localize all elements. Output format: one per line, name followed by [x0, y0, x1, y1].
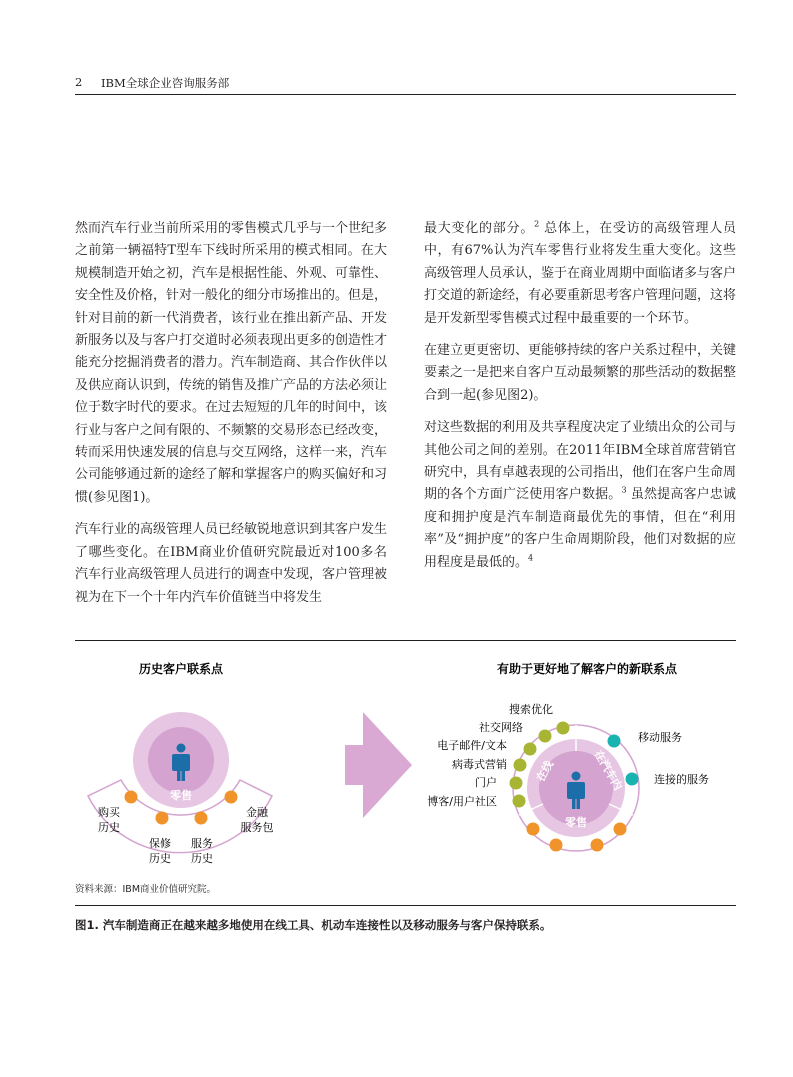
retail-dot-3: [591, 839, 604, 852]
social-label: 社交网络: [479, 721, 523, 734]
figure-1-diagram: [0, 640, 793, 880]
left-column: [75, 218, 387, 619]
search-label: 搜索优化: [509, 703, 553, 716]
figure-caption: 图1. 汽车制造商正在越来越多地使用在线工具、机动车连接性以及移动服务与客户保持联系。: [75, 918, 552, 932]
portal-label: 门户: [475, 776, 497, 789]
finance-label: 金融服务包: [240, 806, 274, 834]
in-car-label: 在汽车内: [591, 747, 625, 793]
purchase-history-dot: [125, 791, 138, 804]
page-number: 2: [75, 75, 83, 89]
blog-label: 博客/用户社区: [427, 795, 497, 808]
viral-dot: [514, 759, 527, 772]
purchase-history-label: 购买历史: [98, 806, 120, 834]
retail-dot-2: [550, 839, 563, 852]
social-dot: [539, 730, 552, 743]
right-retail-label: 零售: [565, 816, 587, 829]
left-figure-title: 历史客户联系点: [138, 662, 224, 676]
search-dot: [557, 722, 570, 735]
right-paragraph-1: 最大变化的部分。$^2$ 总体上，在受访的高级管理人员中，有67%认为汽车零售行业将发生重大变化。这些高级管理人员承认，鉴于在商业周期中面临诸多与客户打交道的新途经，有必要重新思考客户管理问题，这将是开发新型零售模式过程中最重要的一个环节。: [424, 219, 737, 326]
footnote-ref: 2: [534, 219, 540, 229]
right-paragraph-3: 对这些数据的利用及共享程度决定了业绩出众的公司与其他公司之间的差别。在2011年IBM全球首席营销官研究中，具有卓越表现的公司指出，他们在客户生命周期的各个方面广泛使用客户数据。$^3$ 虽然提高客户忠诚度和拥护度是汽车制造商最优先的事情，但在“利用率”及“拥护度”的客户生命周期阶段，他们对数据的应用程度是最低的。$^4$: [424, 420, 737, 570]
viral-label: 病毒式营销: [452, 758, 507, 771]
blog-dot: [513, 795, 526, 808]
header-title: IBM全球企业咨询服务部: [101, 76, 230, 90]
connected-label: 连接的服务: [654, 773, 709, 786]
right-column: [424, 218, 736, 584]
email-label: 电子邮件/文本: [437, 739, 507, 752]
right-figure-title: 有助于更好地了解客户的新联系点: [496, 662, 678, 676]
connected-dot: [626, 773, 639, 786]
warranty-history-label: 保修历史: [149, 837, 171, 865]
service-history-dot: [195, 812, 208, 825]
left-paragraph-1: 然而汽车行业当前所采用的零售模式几乎与一个世纪多之前第一辆福特T型车下线时所采用的模式相同。在大规模制造开始之初，汽车是根据性能、外观、可靠性、安全性及价格，针对一般化的细分市场推出的。但是，针对目前的新一代消费者，该行业在推出新产品、开发新服务以及与客户打交道时必须表现出更多的创造性才能充分挖掘消费者的潜力。汽车制造商、其合作伙伴以及供应商认识到，传统的销售及推广产品的方法必须让位于数字时代的要求。在过去短短的几年的时间中，该行业与客户之间有限的、不频繁的交易形态已经改变，转而采用快速发展的信息与交互网络，这样一来，汽车公司能够通过新的途经了解和掌握客户的购买偏好和习惯(参见图1)。: [75, 221, 388, 505]
retail-dot-1: [527, 823, 540, 836]
footnote-ref: 4: [528, 553, 534, 563]
online-label: 在线: [533, 758, 557, 785]
warranty-history-dot: [156, 812, 169, 825]
right-paragraph-2: 在建立更更密切、更能够持续的客户关系过程中，关键要素之一是把来自客户互动最频繁的那些活动的数据整合到一起(参见图2)。: [424, 343, 737, 403]
service-history-label: 服务历史: [191, 837, 213, 865]
mobile-dot: [608, 735, 621, 748]
figure-bottom-rule: [75, 905, 736, 906]
email-dot: [524, 743, 537, 756]
transition-arrow: [345, 712, 412, 818]
footnote-ref: 3: [621, 486, 627, 496]
page-header: [75, 72, 736, 95]
figure-source: 资料来源：IBM商业价值研究院。: [75, 884, 217, 895]
left-retail-label: 零售: [170, 789, 192, 802]
left-paragraph-2: 汽车行业的高级管理人员已经敏锐地意识到其客户发生了哪些变化。在IBM商业价值研究院最近对100多名汽车行业高级管理人员进行的调查中发现，客户管理被视为在下一个十年内汽车价值链当中将发生: [75, 522, 388, 605]
portal-dot: [510, 777, 523, 790]
retail-dot-4: [614, 823, 627, 836]
finance-dot: [225, 791, 238, 804]
mobile-label: 移动服务: [638, 731, 682, 744]
